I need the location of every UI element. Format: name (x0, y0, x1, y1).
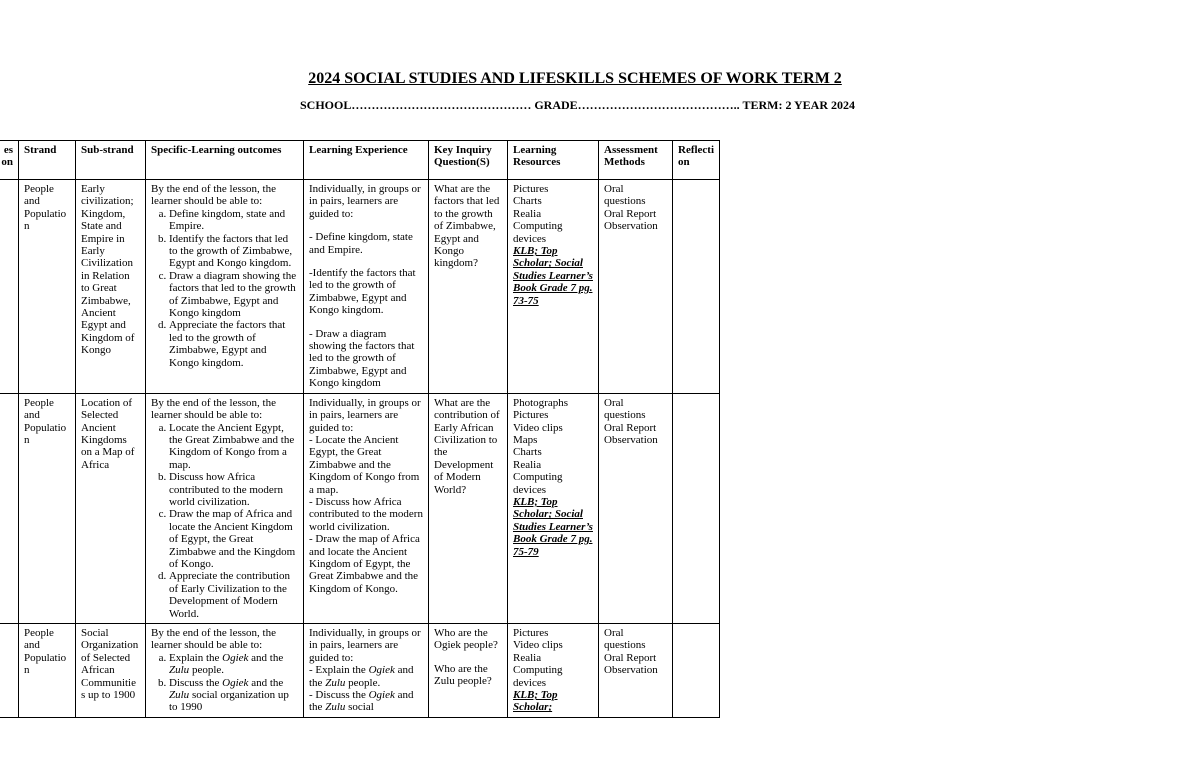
inquiry-line: What are the contribution of Early African Civilization to the Development of Modern World? (434, 396, 500, 496)
school-grade-term-line: SCHOOL……………………………………… GRADE………………………………….. TERM: 2 YEAR 2024 (300, 98, 856, 112)
spacer (434, 652, 502, 663)
spacer (309, 256, 423, 267)
strand-cell: People and Populatio n (19, 393, 76, 623)
inquiry-line: What are the factors that led to the growth of Zimbabwe, Egypt and Kongo kingdom? (434, 183, 500, 270)
table-row (0, 180, 720, 394)
resource-item: Computing devices (513, 664, 563, 689)
reflection-cell (673, 180, 720, 394)
resource-item: Pictures (513, 183, 549, 195)
people-name: Zulu (325, 676, 346, 689)
people-name: Ogiek (222, 651, 249, 664)
outcome-item: a. Explain the Ogiek and the Zulu people. (169, 652, 298, 677)
header-outcomes: Specific-Learning outcomes (146, 141, 304, 180)
header-lesson: es on (0, 141, 19, 180)
substrand-cell: Early civilization; Kingdom, State and Empire in Early Civilization in Relation to Great Zimbabwe, Ancient Egypt and Kingdom of Kongo (76, 180, 146, 394)
people-name: Ogiek (368, 664, 395, 677)
resources-cell (508, 624, 599, 718)
outcome-item: b. Discuss the Ogiek and the Zulu social organization up to 1990 (169, 677, 298, 714)
people-name: Ogiek (222, 676, 249, 689)
assessment-item: Oral Report (604, 421, 657, 434)
outcomes-intro: By the end of the lesson, the learner should be able to: (151, 183, 276, 208)
assessment-item: Observation (604, 220, 658, 233)
outcomes-intro: By the end of the lesson, the learner should be able to: (151, 627, 276, 652)
outcome-item: a. Locate the Ancient Egypt, the Great Zimbabwe and the Kingdom of Kongo from a map. (169, 422, 298, 472)
header-strand: Strand (19, 141, 76, 180)
assessment-item: Observation (604, 664, 658, 677)
resource-item: Photographs (513, 396, 568, 409)
header-resources: Learning Resources (508, 141, 599, 180)
experience-line: Individually, in groups or in pairs, learners are guided to: (309, 183, 421, 220)
spacer (309, 220, 423, 231)
experience-line: Individually, in groups or in pairs, learners are guided to: (309, 627, 421, 664)
strand-cell: People and Populatio n (19, 180, 76, 394)
reflection-cell (673, 624, 720, 718)
outcome-item: c. Draw the map of Africa and locate the Ancient Kingdom of Egypt, the Great Zimbabwe and the Kingdom of Kongo. (169, 508, 298, 570)
scheme-of-work-table (0, 140, 720, 718)
outcomes-list (151, 422, 298, 621)
assessment-cell (599, 624, 673, 718)
assessment-item: Oral Report (604, 207, 657, 220)
outcome-item: b. Discuss how Africa contributed to the modern world civilization. (169, 471, 298, 508)
people-name: Zulu (169, 664, 190, 677)
experience-line: - Discuss the Ogiek and the Zulu social (309, 689, 414, 714)
resource-item: Pictures (513, 627, 549, 639)
inquiry-cell (429, 180, 508, 394)
resource-item: Video clips (513, 421, 563, 434)
lesson-cell (0, 393, 19, 623)
outcome-item: b. Identify the factors that led to the growth of Zimbabwe, Egypt and Kongo kingdom. (169, 233, 298, 270)
lesson-cell (0, 180, 19, 394)
header-assessment: Assessment Methods (599, 141, 673, 180)
outcomes-intro: By the end of the lesson, the learner should be able to: (151, 396, 276, 422)
header-reflection: Reflecti on (673, 141, 720, 180)
assessment-item: Oral Report (604, 651, 657, 664)
resource-item: Maps (513, 433, 538, 446)
header-experience: Learning Experience (304, 141, 429, 180)
outcome-item: d. Appreciate the contribution of Early Civilization to the Development of Modern World. (169, 570, 298, 620)
header-substrand: Sub-strand (76, 141, 146, 180)
spacer (309, 317, 423, 328)
textbook-reference: KLB; Top Scholar; Social Studies Learner’s Book Grade 7 pg. 73-75 (513, 245, 593, 307)
resource-item: Computing devices (513, 471, 563, 496)
resource-item: Charts (513, 195, 542, 208)
experience-line: - Define kingdom, state and Empire. (309, 231, 413, 256)
experience-line: -Identify the factors that led to the growth of Zimbabwe, Egypt and Kongo kingdom. (309, 267, 416, 317)
assessment-cell (599, 180, 673, 394)
people-name: Zulu (325, 701, 346, 714)
header-inquiry: Key Inquiry Question(S) (429, 141, 508, 180)
assessment-item: Oral questions (604, 396, 646, 422)
assessment-item: Oral questions (604, 627, 646, 652)
people-name: Zulu (169, 689, 190, 702)
resource-item: Charts (513, 446, 542, 459)
reflection-cell (673, 393, 720, 623)
experience-cell (304, 180, 429, 394)
header-row (0, 141, 720, 180)
resources-cell (508, 180, 599, 394)
experience-line: - Draw a diagram showing the factors that led to the growth of Zimbabwe, Egypt and Kongo kingdom (309, 327, 415, 390)
textbook-reference: KLB; Top Scholar; Social Studies Learner’s Book Grade 7 pg. 75-79 (513, 495, 593, 558)
experience-line: Individually, in groups or in pairs, learners are guided to: (309, 396, 421, 434)
assessment-cell (599, 393, 673, 623)
resource-item: Realia (513, 651, 542, 664)
experience-line: - Discuss how Africa contributed to the modern world civilization. (309, 495, 423, 533)
substrand-cell: Location of Selected Ancient Kingdoms on a Map of Africa (76, 393, 146, 623)
table-row (0, 393, 720, 623)
textbook-reference: KLB; Top Scholar; (513, 689, 558, 714)
lesson-cell (0, 624, 19, 718)
experience-line: - Explain the Ogiek and the Zulu people. (309, 664, 414, 689)
substrand-cell: Social Organization of Selected African Communitie s up to 1900 (76, 624, 146, 718)
resource-item: Computing devices (513, 220, 563, 245)
inquiry-line: Who are the Ogiek people? (434, 627, 498, 652)
resource-item: Video clips (513, 639, 563, 652)
strand-cell: People and Populatio n (19, 624, 76, 718)
resource-item: Realia (513, 458, 542, 471)
table-row (0, 624, 720, 718)
experience-line: - Draw the map of Africa and locate the Ancient Kingdom of Egypt, the Great Zimbabwe and the Kingdom of Kongo. (309, 533, 420, 595)
experience-cell (304, 393, 429, 623)
people-name: Ogiek (368, 689, 395, 702)
outcomes-list (151, 652, 298, 714)
inquiry-cell (429, 393, 508, 623)
experience-line: - Locate the Ancient Egypt, the Great Zimbabwe and the Kingdom of Kongo from a map. (309, 433, 420, 496)
outcomes-cell (146, 180, 304, 394)
resource-item: Realia (513, 207, 542, 220)
outcome-item: d. Appreciate the factors that led to the growth of Zimbabwe, Egypt and Kongo kingdom. (169, 319, 298, 369)
resources-cell (508, 393, 599, 623)
inquiry-line: Who are the Zulu people? (434, 662, 492, 688)
assessment-item: Observation (604, 433, 658, 446)
assessment-item: Oral questions (604, 183, 646, 208)
outcomes-list (151, 208, 298, 369)
experience-cell (304, 624, 429, 718)
inquiry-cell (429, 624, 508, 718)
outcomes-cell (146, 393, 304, 623)
outcomes-cell (146, 624, 304, 718)
outcome-item: a. Define kingdom, state and Empire. (169, 208, 298, 233)
outcome-item: c. Draw a diagram showing the factors that led to the growth of Zimbabwe, Egypt and Kongo kingdom (169, 270, 298, 320)
document-title: 2024 SOCIAL STUDIES AND LIFESKILLS SCHEMES OF WORK TERM 2 (308, 70, 842, 87)
resource-item: Pictures (513, 409, 549, 422)
